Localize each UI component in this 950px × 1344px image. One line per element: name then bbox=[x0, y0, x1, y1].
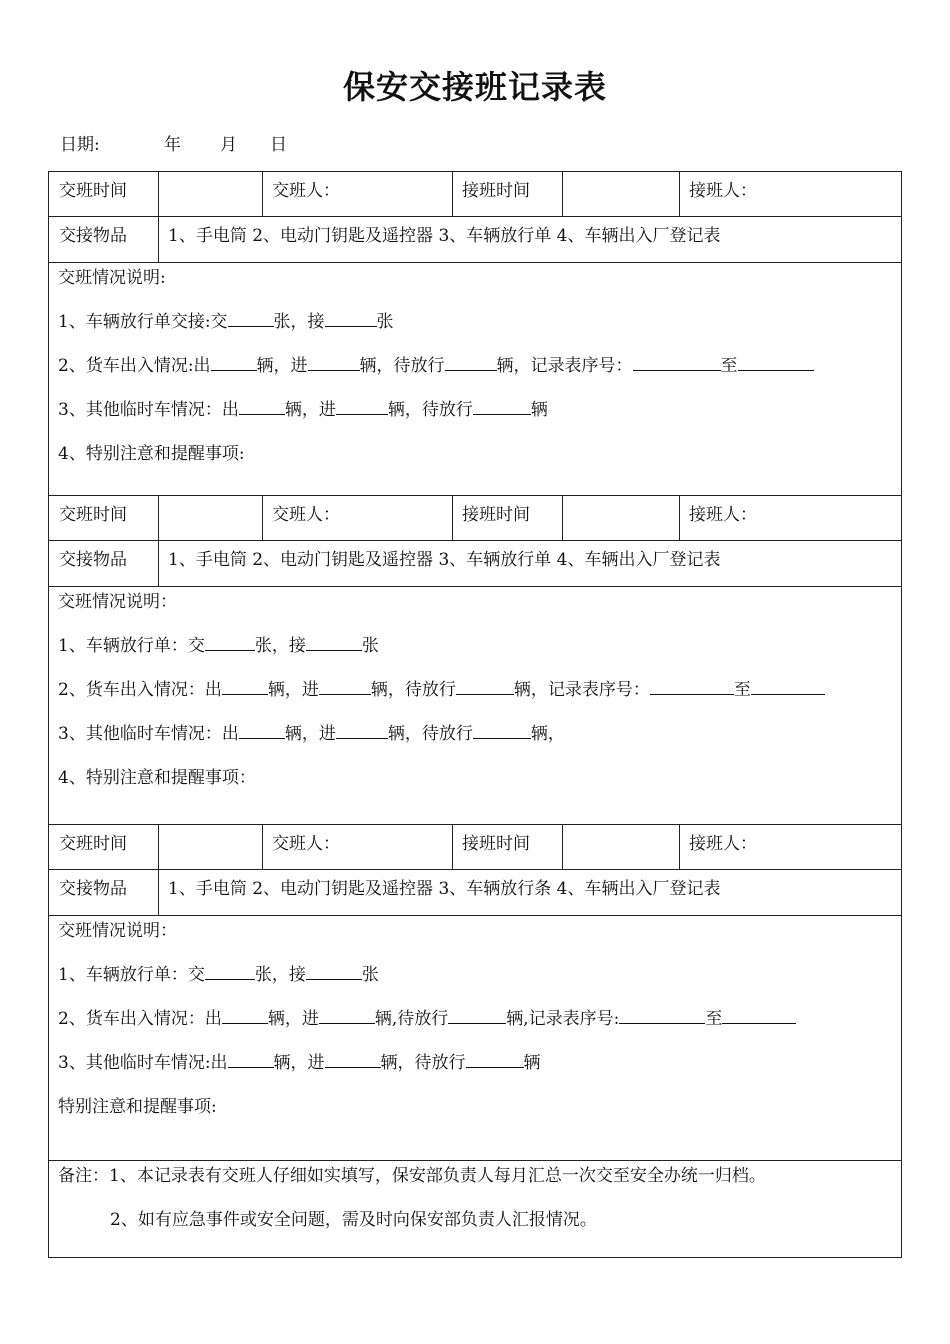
blank-field[interactable] bbox=[205, 636, 255, 651]
pass-slip-line: 1、车辆放行单：交 张，接 张 bbox=[58, 965, 379, 985]
blank-field[interactable] bbox=[319, 680, 371, 695]
blank-field[interactable] bbox=[306, 636, 362, 651]
blank-field[interactable] bbox=[325, 1053, 381, 1068]
temp-vehicle-line: 3、其他临时车情况：出 辆，进 辆，待放行 辆 bbox=[58, 400, 548, 420]
items-list: 1、手电筒 2、电动门钥匙及遥控器 3、车辆放行单 4、车辆出入厂登记表 bbox=[159, 217, 902, 263]
receive-time-label: 接班时间 bbox=[453, 496, 563, 541]
blank-field[interactable] bbox=[722, 1009, 796, 1024]
blank-field[interactable] bbox=[319, 1009, 375, 1024]
truck-line: 2、货车出入情况：出 辆，进 辆,待放行 辆,记录表序号: 至 bbox=[58, 1008, 892, 1052]
handover-record-table bbox=[48, 171, 902, 1258]
blank-field[interactable] bbox=[619, 1009, 705, 1024]
date-month: 月 bbox=[220, 135, 237, 155]
blank-field[interactable] bbox=[751, 680, 825, 695]
shift-time-field[interactable] bbox=[159, 496, 263, 541]
items-row-2 bbox=[49, 541, 902, 587]
blank-field[interactable] bbox=[445, 356, 497, 371]
date-label: 日期: bbox=[60, 135, 100, 155]
shift-time-field[interactable] bbox=[159, 825, 263, 870]
shift-header-row-1 bbox=[49, 172, 902, 217]
receive-time-field[interactable] bbox=[563, 825, 680, 870]
blank-field[interactable] bbox=[228, 1053, 274, 1068]
items-list: 1、手电筒 2、电动门钥匙及遥控器 3、车辆放行单 4、车辆出入厂登记表 bbox=[159, 541, 902, 587]
blank-field[interactable] bbox=[308, 356, 360, 371]
blank-field[interactable] bbox=[336, 724, 388, 739]
description-row-1 bbox=[49, 263, 902, 496]
receiver-label[interactable]: 接班人： bbox=[680, 172, 902, 217]
blank-field[interactable] bbox=[228, 312, 274, 327]
temp-vehicle-line: 3、其他临时车情况:出 辆，进 辆，待放行 辆 bbox=[58, 1053, 541, 1073]
blank-field[interactable] bbox=[222, 680, 268, 695]
handover-person-label[interactable]: 交班人： bbox=[263, 825, 453, 870]
note-2: 2、如有应急事件或安全问题，需及时向保安部负责人汇报情况。 bbox=[110, 1210, 597, 1230]
shift-time-label: 交班时间 bbox=[49, 825, 159, 870]
shift-header-row-3 bbox=[49, 825, 902, 870]
shift-time-label: 交班时间 bbox=[49, 496, 159, 541]
blank-field[interactable] bbox=[466, 1053, 524, 1068]
description-title: 交班情况说明： bbox=[58, 921, 177, 941]
shift-time-label: 交班时间 bbox=[49, 172, 159, 217]
truck-line: 2、货车出入情况:出 辆，进 辆，待放行 辆，记录表序号： 至 bbox=[58, 355, 892, 399]
description-title: 交班情况说明： bbox=[58, 592, 177, 612]
special-notes-line: 4、特别注意和提醒事项： bbox=[58, 768, 256, 788]
date-day: 日 bbox=[270, 135, 287, 155]
pass-slip-line: 1、车辆放行单交接:交 张，接 张 bbox=[58, 312, 394, 332]
pass-slip-line: 1、车辆放行单：交 张，接 张 bbox=[58, 636, 379, 656]
blank-field[interactable] bbox=[222, 1009, 268, 1024]
receive-time-label: 接班时间 bbox=[453, 172, 563, 217]
handover-person-label[interactable]: 交班人： bbox=[263, 496, 453, 541]
special-notes-line: 4、特别注意和提醒事项: bbox=[58, 444, 245, 464]
blank-field[interactable] bbox=[306, 965, 362, 980]
blank-field[interactable] bbox=[650, 680, 734, 695]
blank-field[interactable] bbox=[211, 356, 257, 371]
description-row-2 bbox=[49, 587, 902, 825]
receive-time-field[interactable] bbox=[563, 496, 680, 541]
blank-field[interactable] bbox=[473, 724, 531, 739]
items-label: 交接物品 bbox=[49, 870, 159, 916]
blank-field[interactable] bbox=[456, 680, 514, 695]
temp-vehicle-line: 3、其他临时车情况：出 辆，进 辆，待放行 辆， bbox=[58, 724, 565, 744]
special-notes-line: 特别注意和提醒事项: bbox=[58, 1097, 217, 1117]
blank-field[interactable] bbox=[738, 356, 814, 371]
blank-field[interactable] bbox=[473, 400, 531, 415]
blank-field[interactable] bbox=[633, 356, 721, 371]
blank-field[interactable] bbox=[205, 965, 255, 980]
blank-field[interactable] bbox=[336, 400, 388, 415]
blank-field[interactable] bbox=[239, 400, 285, 415]
description-title: 交班情况说明: bbox=[58, 268, 166, 288]
blank-field[interactable] bbox=[448, 1009, 506, 1024]
description-row-3 bbox=[49, 916, 902, 1161]
blank-field[interactable] bbox=[239, 724, 285, 739]
notes-row bbox=[49, 1161, 902, 1258]
shift-time-field[interactable] bbox=[159, 172, 263, 217]
shift-header-row-2 bbox=[49, 496, 902, 541]
note-1: 备注：1、本记录表有交班人仔细如实填写，保安部负责人每月汇总一次交至安全办统一归档。 bbox=[58, 1166, 766, 1186]
receiver-label[interactable]: 接班人： bbox=[680, 496, 902, 541]
items-label: 交接物品 bbox=[49, 217, 159, 263]
blank-field[interactable] bbox=[325, 312, 377, 327]
truck-line: 2、货车出入情况：出 辆，进 辆，待放行 辆，记录表序号： 至 bbox=[58, 679, 892, 723]
items-row-1 bbox=[49, 217, 902, 263]
items-label: 交接物品 bbox=[49, 541, 159, 587]
receiver-label[interactable]: 接班人： bbox=[680, 825, 902, 870]
date-year: 年 bbox=[164, 135, 181, 155]
handover-person-label[interactable]: 交班人： bbox=[263, 172, 453, 217]
items-list: 1、手电筒 2、电动门钥匙及遥控器 3、车辆放行条 4、车辆出入厂登记表 bbox=[159, 870, 902, 916]
document-title: 保安交接班记录表 bbox=[342, 68, 607, 106]
receive-time-label: 接班时间 bbox=[453, 825, 563, 870]
items-row-3 bbox=[49, 870, 902, 916]
receive-time-field[interactable] bbox=[563, 172, 680, 217]
